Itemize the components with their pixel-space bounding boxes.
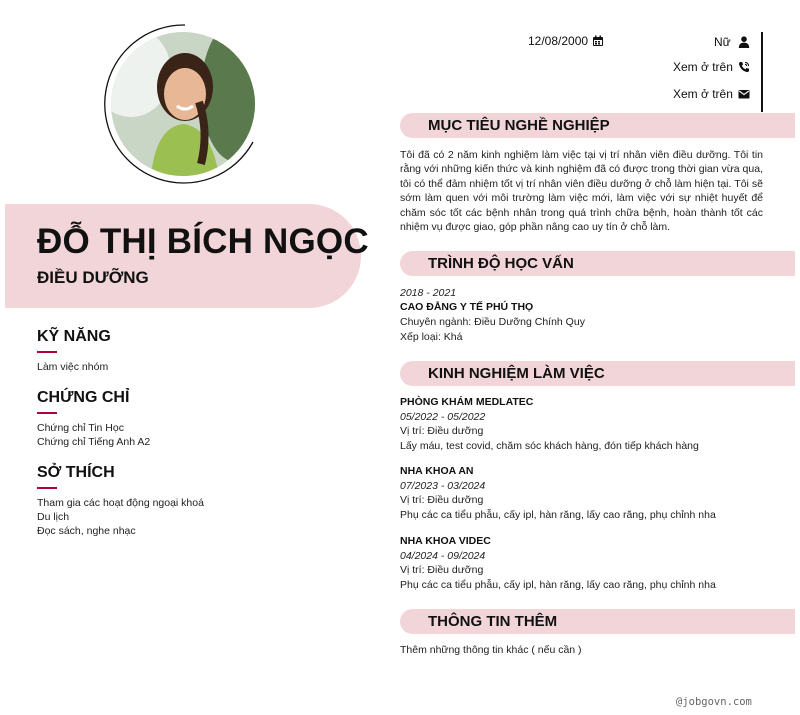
hobbies-section: [37, 464, 357, 538]
objective-heading: MỤC TIÊU NGHỀ NGHIỆP: [428, 117, 610, 134]
hobby-item: Tham gia các hoạt động ngoại khoá: [37, 497, 204, 509]
certificates-heading: CHỨNG CHỈ: [37, 389, 130, 406]
job-description: Lấy máu, test covid, chăm sóc khách hàng, đón tiếp khách hàng: [400, 439, 699, 452]
objective-text: Tôi đã có 2 năm kinh nghiệm làm việc tại vị trí nhân viên điều dưỡng. Tôi tin rằng với những kiến thức và kinh nghiệm đã có được trong thời gian vừa qua, tôi có thể đảm nhiệm tốt vị trí nhân viên điều dưỡng ở chỗ làm hiện tại. Tôi sẽ sớm làm quen với môi trường làm việc mới, làm việc với sự nhiệt huyết để chăm sóc tốt các bệnh nhân trong quá trình chữa bệnh, hoàn thành tốt các nhiệm vụ được giao, góp phần nâng cao uy tín ở chỗ làm.: [400, 149, 763, 234]
skill-item: Làm việc nhóm: [37, 361, 109, 373]
education-school: CAO ĐẲNG Y TẾ PHÚ THỌ: [400, 301, 534, 313]
hobby-item: Đọc sách, nghe nhạc: [37, 525, 136, 537]
hobbies-heading: SỞ THÍCH: [37, 464, 115, 481]
skills-heading: KỸ NĂNG: [37, 328, 111, 345]
certificate-item: Chứng chỉ Tiếng Anh A2: [37, 436, 151, 448]
job-period: 04/2024 - 09/2024: [400, 550, 486, 562]
job-company: NHA KHOA AN: [400, 465, 474, 477]
hobby-item: Du lịch: [37, 511, 70, 523]
phone-value: Xem ở trên: [673, 60, 733, 74]
job-position: Vị trí: Điều dưỡng: [400, 494, 484, 506]
job-description: Phụ các ca tiểu phẫu, cấy ipl, hàn răng, lấy cao răng, phụ chỉnh nha: [400, 508, 716, 521]
education-header: [400, 251, 795, 276]
mail-icon: [738, 88, 750, 100]
job-company: PHÒNG KHÁM MEDLATEC: [400, 396, 534, 408]
job-position: Vị trí: Điều dưỡng: [400, 425, 484, 437]
additional-text: Thêm những thông tin khác ( nếu cần ): [400, 644, 582, 656]
objective-header: [400, 113, 795, 138]
contact-divider: [761, 32, 763, 112]
avatar: [111, 32, 255, 176]
education-heading: TRÌNH ĐỘ HỌC VẤN: [428, 255, 574, 272]
experience-heading: KINH NGHIỆM LÀM VIỆC: [428, 365, 605, 382]
skills-section: [37, 328, 357, 374]
education-period: 2018 - 2021: [400, 287, 457, 299]
avatar-container: [103, 24, 259, 184]
education-block: [400, 286, 770, 344]
candidate-title: ĐIỀU DƯỠNG: [37, 268, 149, 287]
education-major: Chuyên ngành: Điều Dưỡng Chính Quy: [400, 316, 585, 328]
email-value: Xem ở trên: [673, 87, 733, 101]
email-line: [673, 87, 750, 101]
education-grade: Xếp loại: Khá: [400, 330, 463, 343]
job-period: 07/2023 - 03/2024: [400, 480, 486, 492]
certificate-item: Chứng chỉ Tin Học: [37, 422, 124, 434]
gender-line: [714, 35, 750, 49]
skills-rule: [37, 351, 57, 353]
person-icon: [738, 36, 750, 48]
job-entry: [400, 395, 770, 453]
certificates-section: [37, 389, 357, 449]
job-company: NHA KHOA VIDEC: [400, 535, 491, 547]
calendar-icon: [592, 35, 604, 47]
experience-header: [400, 361, 795, 386]
hobbies-rule: [37, 487, 57, 489]
dob-value: 12/08/2000: [528, 34, 589, 48]
job-period: 05/2022 - 05/2022: [400, 411, 486, 423]
additional-heading: THÔNG TIN THÊM: [428, 613, 558, 630]
avatar-photo: [111, 32, 255, 176]
certificates-rule: [37, 412, 57, 414]
job-entry: [400, 534, 770, 592]
gender-value: Nữ: [714, 35, 731, 49]
watermark: @jobgovn.com: [676, 696, 752, 708]
job-position: Vị trí: Điều dưỡng: [400, 564, 484, 576]
phone-line: [673, 60, 750, 74]
additional-header: [400, 609, 795, 634]
dob-line: [528, 34, 604, 48]
job-description: Phụ các ca tiểu phẫu, cấy ipl, hàn răng, lấy cao răng, phụ chỉnh nha: [400, 578, 716, 591]
phone-icon: [738, 61, 750, 73]
candidate-name: ĐỖ THỊ BÍCH NGỌC: [37, 222, 369, 261]
job-entry: [400, 464, 770, 522]
